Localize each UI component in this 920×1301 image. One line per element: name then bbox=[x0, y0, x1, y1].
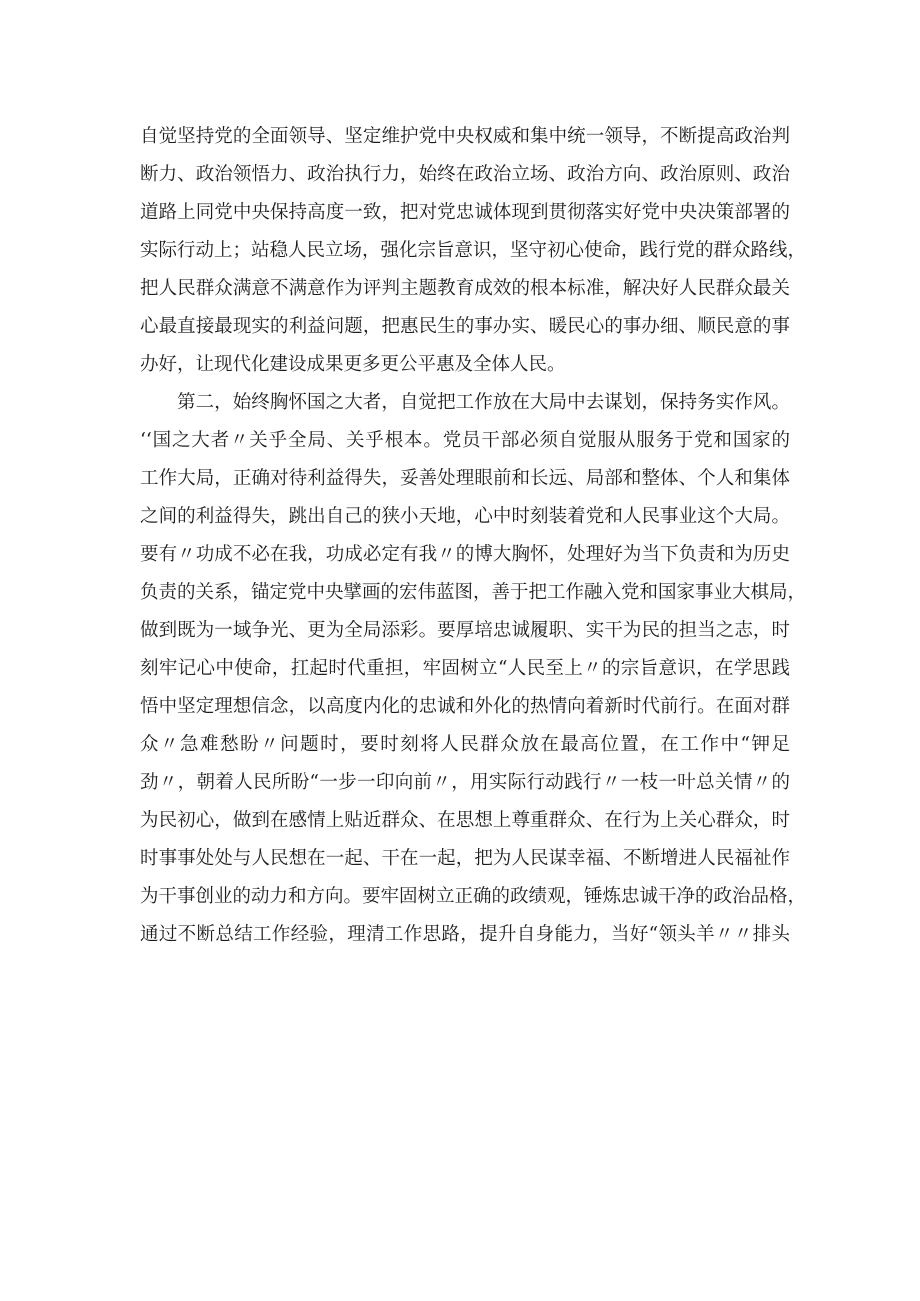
text-line: 为干事创业的动力和方向。要牢固树立正确的政绩观，锤炼忠诚干净的政治品格， bbox=[140, 886, 807, 907]
paragraph-heading-line: 第二，始终胸怀国之大者，自觉把工作放在大局中去谋划，保持务实作风。 bbox=[177, 392, 790, 413]
text-line: 刻牢记心中使命，扛起时代重担，牢固树立“人民至上〃的宗旨意识，在学思践 bbox=[140, 658, 790, 679]
text-line: 悟中坚定理想信念，以高度内化的忠诚和外化的热情向着新时代前行。在面对群 bbox=[140, 696, 790, 717]
text-line: 时事事处处与人民想在一起、干在一起，把为人民谋幸福、不断增进人民福祉作 bbox=[140, 848, 790, 869]
text-line: 工作大局，正确对待利益得失，妥善处理眼前和长远、局部和整体、个人和集体 bbox=[140, 468, 790, 489]
text-line: 断力、政治领悟力、政治执行力，始终在政治立场、政治方向、政治原则、政治 bbox=[140, 164, 790, 185]
body-text bbox=[140, 118, 807, 954]
text-line: 众〃急难愁盼〃问题时，要时刻将人民群众放在最高位置，在工作中“钾足 bbox=[140, 734, 790, 755]
text-line: 自觉坚持党的全面领导、坚定维护党中央权威和集中统一领导，不断提高政治判 bbox=[140, 126, 790, 147]
text-line: ‘‘国之大者〃关乎全局、关乎根本。党员干部必须自觉服从服务于党和国家的 bbox=[140, 430, 790, 451]
text-line: 通过不断总结工作经验，理清工作思路，提升自身能力，当好“领头羊〃〃排头 bbox=[140, 924, 790, 945]
text-line: 实际行动上；站稳人民立场，强化宗旨意识，坚守初心使命，践行党的群众路线， bbox=[140, 240, 807, 261]
text-line: 为民初心，做到在感情上贴近群众、在思想上尊重群众、在行为上关心群众，时 bbox=[140, 810, 790, 831]
text-line: 要有〃功成不必在我，功成必定有我〃的博大胸怀，处理好为当下负责和为历史 bbox=[140, 544, 790, 565]
text-line: 劲〃，朝着人民所盼“一步一印向前〃，用实际行动践行〃一枝一叶总关情〃的 bbox=[140, 772, 790, 793]
text-line: 负责的关系，锚定党中央擘画的宏伟蓝图，善于把工作融入党和国家事业大棋局， bbox=[140, 582, 807, 603]
text-line: 把人民群众满意不满意作为评判主题教育成效的根本标准，解决好人民群众最关 bbox=[140, 278, 790, 299]
text-line: 道路上同党中央保持高度一致，把对党忠诚体现到贯彻落实好党中央决策部署的 bbox=[140, 202, 790, 223]
text-line: 办好，让现代化建设成果更多更公平惠及全体人民。 bbox=[140, 354, 566, 375]
text-line: 心最直接最现实的利益问题，把惠民生的事办实、暖民心的事办细、顺民意的事 bbox=[140, 316, 790, 337]
text-line: 做到既为一域争光、更为全局添彩。要厚培忠诚履职、实干为民的担当之志，时 bbox=[140, 620, 790, 641]
text-line: 之间的利益得失，跳出自己的狭小天地，心中时刻装着党和人民事业这个大局。 bbox=[140, 506, 790, 527]
